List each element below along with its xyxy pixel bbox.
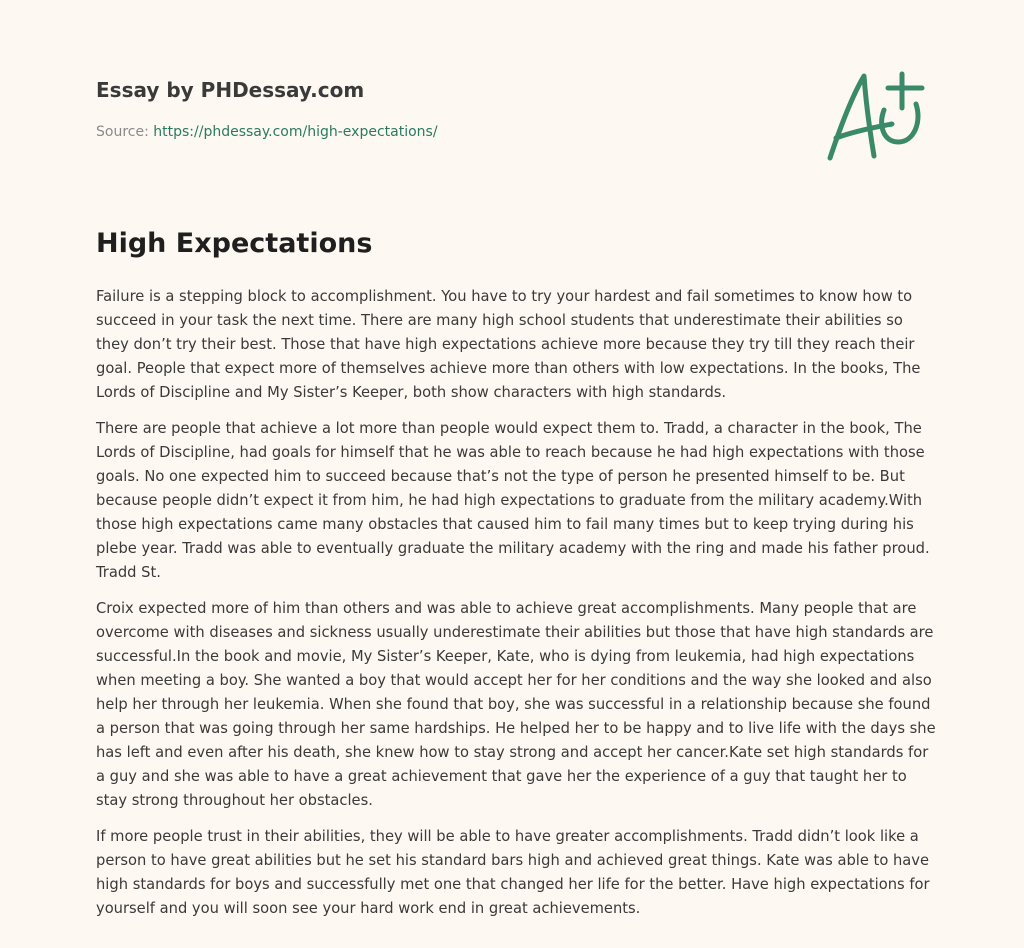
a-plus-grade-icon <box>822 66 928 166</box>
essay-paragraph: If more people trust in their abilities, they will be able to have greater accomplishments. Tradd didn’t look like a person to have great abilities but he set his standard bars high and achieved great things. Kate was able to have high standards for boys and successfully met one that changed her life for the better. Have high expectations for yourself and you will soon see your hard work end in great achievements. <box>96 828 930 917</box>
source-label: Source: <box>96 124 149 140</box>
page-header <box>96 76 796 142</box>
essay-paragraph: Failure is a stepping block to accomplishment. You have to try your hardest and fail sometimes to know how to succeed in your task the next time. There are many high school students that underestimate their abilities so they don’t try their best. Those that have high expectations achieve more because they try till they reach their goal. People that expect more of themselves achieve more than others with low expectations. In the books, The Lords of Discipline and My Sister’s Keeper, both show characters with high standards. <box>96 288 921 401</box>
essay-body <box>96 285 936 933</box>
source-link[interactable]: https://phdessay.com/high-expectations/ <box>153 124 438 140</box>
site-title: Essay by PHDessay.com <box>96 78 365 102</box>
essay-paragraph: There are people that achieve a lot more than people would expect them to. Tradd, a character in the book, The Lords of Discipline, had goals for himself that he was able to reach because he had high expectations with those goals. No one expected him to succeed because that’s not the type of person he presented himself to be. But because people didn’t expect it from him, he had high expectations to graduate from the military academy.With those high expectations came many obstacles that caused him to fail many times but to keep trying during his plebe year. Tradd was able to eventually graduate the military academy with the ring and made his father proud. Tradd St. <box>96 420 930 581</box>
essay-title: High Expectations <box>96 228 373 259</box>
essay-paragraph: Croix expected more of him than others and was able to achieve great accomplishments. Many people that are overcome with diseases and sickness usually underestimate their abilities but those that have high standards are successful.In the book and movie, My Sister’s Keeper, Kate, who is dying from leukemia, had high expectations when meeting a boy. She wanted a boy that would accept her for her conditions and the way she looked and also help her through her leukemia. When she found that boy, she was successful in a relationship because she found a person that was going through her same hardships. He helped her to be happy and to live life with the days she has left and even after his death, she knew how to stay strong and accept her cancer.Kate set high standards for a guy and she was able to have a great achievement that gave her the experience of a guy that taught her to stay strong throughout her obstacles. <box>96 600 936 809</box>
source-line <box>96 122 796 142</box>
